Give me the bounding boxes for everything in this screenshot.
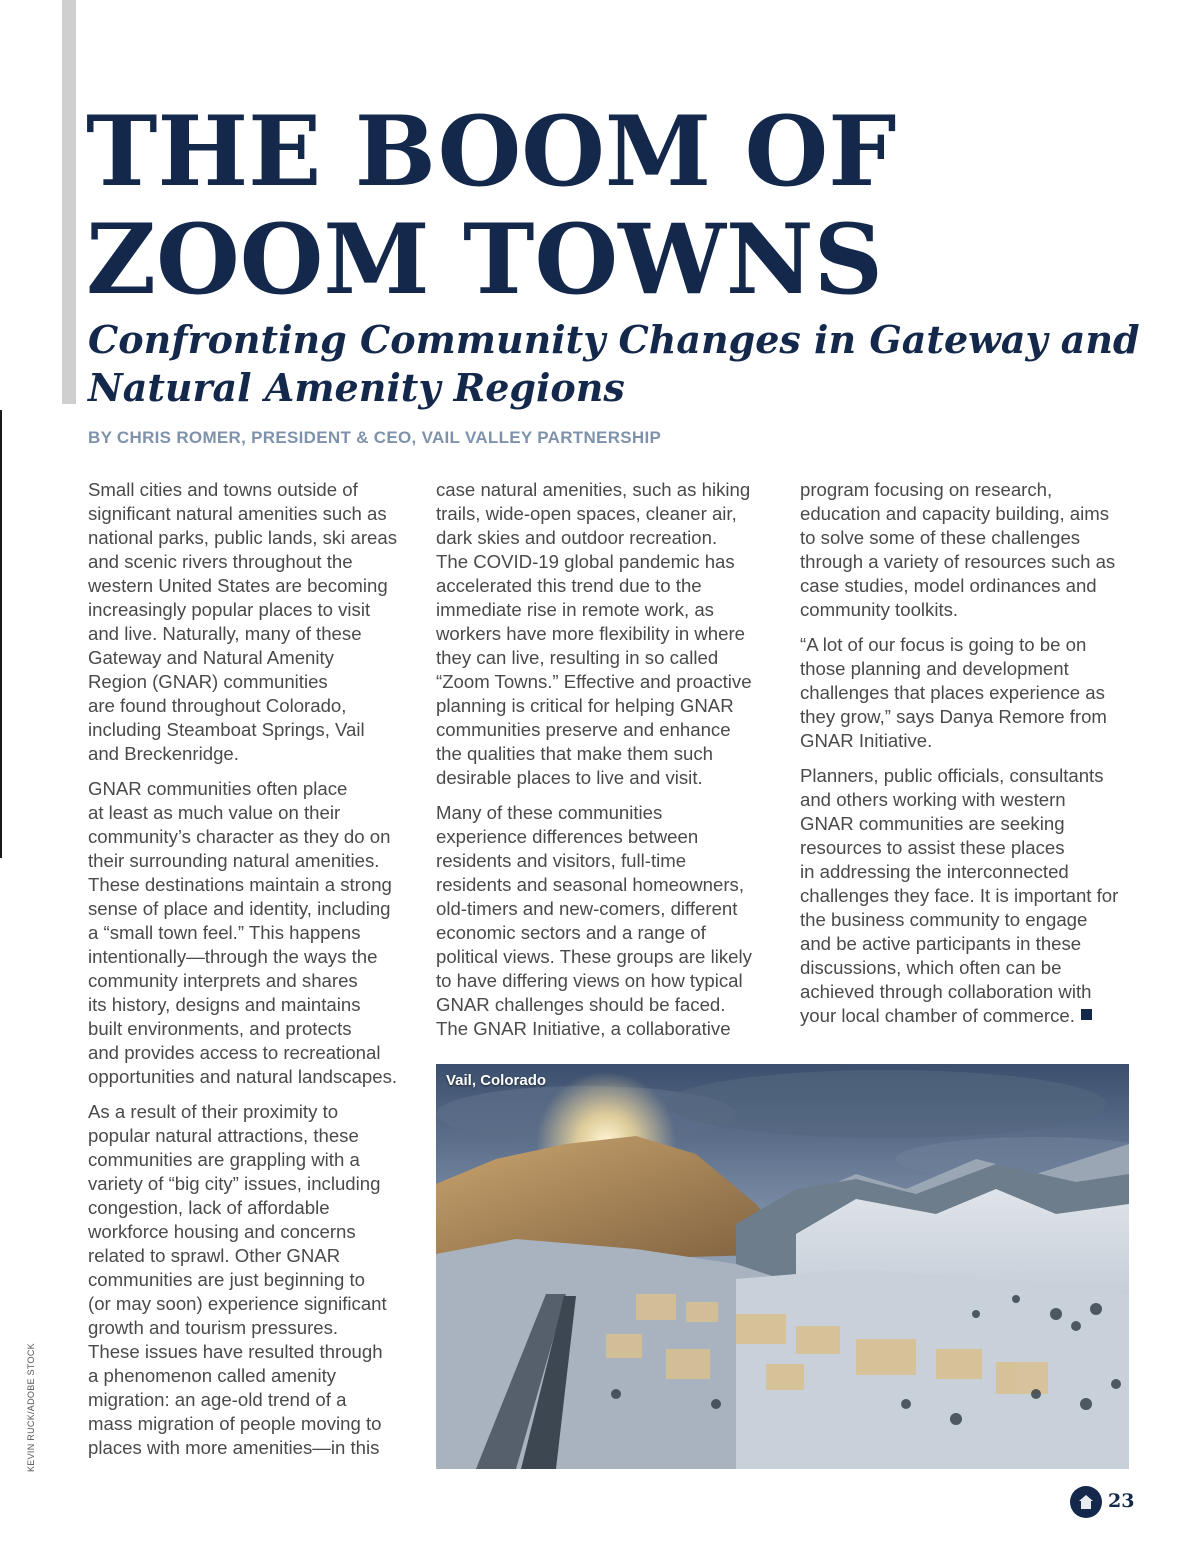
text-line: growth and tourism pressures. <box>88 1317 339 1338</box>
text-line: These destinations maintain a strong <box>88 874 392 895</box>
text-line: migration: an age-old trend of a <box>88 1389 347 1410</box>
text-line: western United States are becoming <box>88 575 388 596</box>
text-line: residents and seasonal homeowners, <box>436 874 745 895</box>
text-line: dark skies and outdoor recreation. <box>436 527 718 548</box>
page-edge-line <box>0 410 2 858</box>
article-subtitle <box>88 316 1140 412</box>
text-column-2 <box>436 478 776 1052</box>
text-line: “Zoom Towns.” Effective and proactive <box>436 671 752 692</box>
page-footer <box>1070 1486 1140 1520</box>
text-line: national parks, public lands, ski areas <box>88 527 398 548</box>
text-line: in addressing the interconnected <box>800 861 1069 882</box>
article-title <box>86 95 1136 316</box>
text-line: case studies, model ordinances and <box>800 575 1097 596</box>
text-line: and live. Naturally, many of these <box>88 623 362 644</box>
text-line: Region (GNAR) communities <box>88 671 328 692</box>
mountain-town-illustration <box>436 1064 1129 1469</box>
text-line: planning is critical for helping GNAR <box>436 695 734 716</box>
text-line: communities are grappling with a <box>88 1149 360 1170</box>
paragraph <box>800 633 1130 753</box>
end-mark-icon <box>1081 1009 1092 1020</box>
text-line: and be active participants in these <box>800 933 1082 954</box>
text-line: increasingly popular places to visit <box>88 599 371 620</box>
text-line: political views. These groups are likely <box>436 946 752 967</box>
page-number: 23 <box>1108 1490 1135 1512</box>
text-line: communities are just beginning to <box>88 1269 365 1290</box>
text-column-3 <box>800 478 1130 1039</box>
paragraph <box>436 801 776 1041</box>
paragraph <box>800 478 1130 622</box>
text-line: discussions, which often can be <box>800 957 1062 978</box>
text-line: and others working with western <box>800 789 1066 810</box>
photo-caption: Vail, Colorado <box>446 1072 547 1089</box>
text-line: a phenomenon called amenity <box>88 1365 337 1386</box>
text-line: community interprets and shares <box>88 970 358 991</box>
text-line: variety of “big city” issues, including <box>88 1173 381 1194</box>
text-line: including Steamboat Springs, Vail <box>88 719 365 740</box>
text-line: their surrounding natural amenities. <box>88 850 380 871</box>
text-line: accelerated this trend due to the <box>436 575 702 596</box>
text-line: Many of these communities <box>436 802 663 823</box>
photo-credit: KEVIN RUCK/ADOBE STOCK <box>26 1343 36 1472</box>
text-line: built environments, and protects <box>88 1018 352 1039</box>
vail-photo <box>436 1064 1129 1469</box>
text-line: residents and visitors, full-time <box>436 850 687 871</box>
text-line: trails, wide-open spaces, cleaner air, <box>436 503 737 524</box>
byline: BY CHRIS ROMER, PRESIDENT & CEO, VAIL VALLEY PARTNERSHIP <box>88 428 662 447</box>
title-accent-bar <box>62 0 76 404</box>
text-line: The COVID-19 global pandemic has <box>436 551 735 572</box>
text-line: desirable places to live and visit. <box>436 767 703 788</box>
text-line: Small cities and towns outside of <box>88 479 358 500</box>
text-line: opportunities and natural landscapes. <box>88 1066 398 1087</box>
text-line: places with more amenities—in this <box>88 1437 380 1458</box>
text-line: your local chamber of commerce. <box>800 1004 1130 1028</box>
text-line: popular natural attractions, these <box>88 1125 359 1146</box>
paragraph <box>800 764 1130 1028</box>
text-line: “A lot of our focus is going to be on <box>800 634 1087 655</box>
text-line: to solve some of these challenges <box>800 527 1081 548</box>
text-line: immediate rise in remote work, as <box>436 599 714 620</box>
text-line: old-timers and new-comers, different <box>436 898 738 919</box>
text-line: economic sectors and a range of <box>436 922 706 943</box>
home-icon <box>1070 1486 1102 1518</box>
text-line: achieved through collaboration with <box>800 981 1092 1002</box>
text-line: sense of place and identity, including <box>88 898 391 919</box>
title-line-2: ZOOM TOWNS <box>86 203 883 316</box>
text-line: challenges they face. It is important for <box>800 885 1119 906</box>
text-line: mass migration of people moving to <box>88 1413 382 1434</box>
text-line: the business community to engage <box>800 909 1088 930</box>
subtitle-line-2: Natural Amenity Regions <box>88 365 625 410</box>
text-line: and scenic rivers throughout the <box>88 551 353 572</box>
text-line: experience differences between <box>436 826 699 847</box>
text-line: its history, designs and maintains <box>88 994 361 1015</box>
subtitle-line-1: Confronting Community Changes in Gateway and <box>88 317 1140 362</box>
text-line: education and capacity building, aims <box>800 503 1110 524</box>
text-line: at least as much value on their <box>88 802 341 823</box>
text-line: those planning and development <box>800 658 1069 679</box>
text-line: the qualities that make them such <box>436 743 713 764</box>
text-line: resources to assist these places <box>800 837 1065 858</box>
text-line: community’s character as they do on <box>88 826 391 847</box>
text-line: workforce housing and concerns <box>88 1221 356 1242</box>
text-line: program focusing on research, <box>800 479 1053 500</box>
text-line: Planners, public officials, consultants <box>800 765 1104 786</box>
text-line: congestion, lack of affordable <box>88 1197 330 1218</box>
text-line: (or may soon) experience significant <box>88 1293 387 1314</box>
text-line: GNAR Initiative. <box>800 730 933 751</box>
paragraph <box>436 478 776 790</box>
text-line: to have differing views on how typical <box>436 970 743 991</box>
text-line: they can live, resulting in so called <box>436 647 719 668</box>
text-line: communities preserve and enhance <box>436 719 731 740</box>
text-line: significant natural amenities such as <box>88 503 387 524</box>
text-line: challenges that places experience as <box>800 682 1105 703</box>
paragraph <box>88 1100 410 1460</box>
title-line-1: THE BOOM OF <box>86 95 897 208</box>
text-line: through a variety of resources such as <box>800 551 1116 572</box>
paragraph <box>88 478 410 766</box>
text-line: As a result of their proximity to <box>88 1101 339 1122</box>
text-line: workers have more flexibility in where <box>436 623 745 644</box>
text-column-1 <box>88 478 410 1471</box>
text-line: they grow,” says Danya Remore from <box>800 706 1107 727</box>
text-line: Gateway and Natural Amenity <box>88 647 334 668</box>
paragraph <box>88 777 410 1089</box>
text-line: The GNAR Initiative, a collaborative <box>436 1018 731 1039</box>
text-line: case natural amenities, such as hiking <box>436 479 751 500</box>
text-line: GNAR communities often place <box>88 778 348 799</box>
text-line: GNAR challenges should be faced. <box>436 994 726 1015</box>
text-line: community toolkits. <box>800 599 959 620</box>
text-line: a “small town feel.” This happens <box>88 922 361 943</box>
text-line: and Breckenridge. <box>88 743 239 764</box>
text-line: and provides access to recreational <box>88 1042 381 1063</box>
text-line: related to sprawl. Other GNAR <box>88 1245 341 1266</box>
text-line: are found throughout Colorado, <box>88 695 347 716</box>
text-line: intentionally—through the ways the <box>88 946 378 967</box>
text-line: These issues have resulted through <box>88 1341 383 1362</box>
text-line: GNAR communities are seeking <box>800 813 1065 834</box>
